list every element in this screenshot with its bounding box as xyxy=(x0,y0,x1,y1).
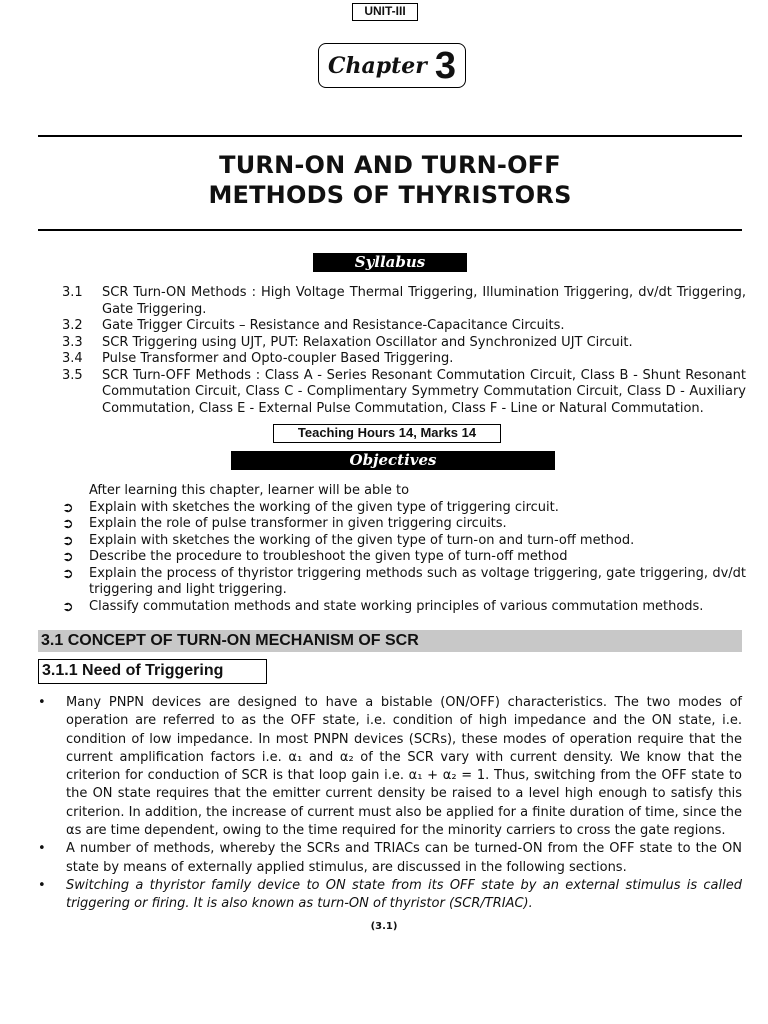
syllabus-item-number: 3.1 xyxy=(62,285,83,300)
objective-text: Explain with sketches the working of the given type of triggering circuit. xyxy=(89,499,559,515)
objective-text: Classify commutation methods and state working principles of various commutation methods. xyxy=(89,598,704,614)
objective-text: Explain the role of pulse transformer in given triggering circuits. xyxy=(89,516,507,531)
objective-item xyxy=(62,533,746,550)
section-heading: 3.1 CONCEPT OF TURN-ON MECHANISM OF SCR xyxy=(38,630,742,652)
objective-text: Explain with sketches the working of the given type of turn-on and turn-off method. xyxy=(89,532,635,548)
syllabus-heading: Syllabus xyxy=(313,253,467,272)
objective-text: Explain the process of thyristor triggering methods such as voltage triggering, gate triggering, dv/dt triggering and light triggering. xyxy=(89,565,746,597)
objectives-list xyxy=(62,483,746,615)
syllabus-item xyxy=(62,368,746,418)
syllabus-item-number: 3.4 xyxy=(62,351,83,366)
objectives-intro: After learning this chapter, learner will be able to xyxy=(89,483,410,498)
title-line-2: METHODS OF THYRISTORS xyxy=(208,181,572,209)
syllabus-item-text: Gate Trigger Circuits – Resistance and Resistance-Capacitance Circuits. xyxy=(102,318,565,333)
syllabus-item-number: 3.3 xyxy=(62,334,83,350)
syllabus-item xyxy=(62,318,746,335)
objective-item xyxy=(62,549,746,566)
objective-item xyxy=(62,566,746,599)
top-rule xyxy=(38,135,742,137)
paragraph-text: Many PNPN devices are designed to have a bistable (ON/OFF) characteristics. The two modes of operation are referred to as the OFF state, i.e. condition of high impedance and the ON state, i.e. condition of low impedance. In most PNPN devices (SCRs), these modes of operation require that the current amplification factors i.e. α₁ and α₂ of the SCR vary with current density. We know that the criterion for conduction of SCR is that loop gain i.e. α₁ + α₂ = 1. Thus, switching from the OFF state to the ON state requires that the emitter current density be raised to a level high enough to satisfy this criterion. In addition, the increase of current must also be applied for a finite duration of time, since the αs are time dependent, owing to the time required for the minority carriers to cross the gate regions. xyxy=(66,695,742,839)
syllabus-item xyxy=(62,351,746,368)
objectives-heading: Objectives xyxy=(231,451,555,470)
syllabus-item xyxy=(62,285,746,318)
bullet-dot-icon: • xyxy=(38,877,46,893)
page-number: (3.1) xyxy=(370,921,398,932)
syllabus-item-text: Pulse Transformer and Opto-coupler Based Triggering. xyxy=(102,351,454,366)
objective-item xyxy=(62,599,746,616)
syllabus-list xyxy=(62,285,746,417)
arrow-bullet-icon: ➲ xyxy=(62,499,74,516)
body-text xyxy=(38,694,742,914)
arrow-bullet-icon: ➲ xyxy=(62,565,74,582)
arrow-bullet-icon: ➲ xyxy=(62,516,74,532)
bullet-dot-icon: • xyxy=(38,695,46,710)
objective-text: Describe the procedure to troubleshoot the given type of turn-off method xyxy=(89,549,568,564)
chapter-title xyxy=(38,150,742,210)
objective-item xyxy=(62,500,746,517)
arrow-bullet-icon: ➲ xyxy=(62,549,74,565)
arrow-bullet-icon: ➲ xyxy=(62,598,74,615)
chapter-number: 3 xyxy=(434,44,457,87)
title-line-1: TURN-ON AND TURN-OFF xyxy=(219,151,561,179)
bullet-paragraph xyxy=(38,877,742,914)
subsection-heading: 3.1.1 Need of Triggering xyxy=(38,659,267,684)
syllabus-item xyxy=(62,335,746,352)
syllabus-item-text: SCR Turn-OFF Methods : Class A - Series Resonant Commutation Circuit, Class B - Shunt Resonant Commutation Circuit, Class C - Complimentary Symmetry Commutation Circuit, Class D - Auxiliary Commutation, Class E - External Pulse Commutation, Class F - Line or Natural Commutation. xyxy=(102,367,746,416)
syllabus-item-number: 3.2 xyxy=(62,318,83,333)
chapter-badge xyxy=(318,43,466,88)
syllabus-item-number: 3.5 xyxy=(62,367,83,383)
bottom-rule xyxy=(38,229,742,231)
bullet-paragraph xyxy=(38,694,742,840)
teaching-hours-box: Teaching Hours 14, Marks 14 xyxy=(273,424,501,443)
syllabus-item-text: SCR Triggering using UJT, PUT: Relaxation Oscillator and Synchronized UJT Circuit. xyxy=(102,334,633,350)
chapter-word: Chapter xyxy=(327,52,427,79)
syllabus-item-text: SCR Turn-ON Methods : High Voltage Thermal Triggering, Illumination Triggering, dv/dt Triggering, Gate Triggering. xyxy=(102,285,746,317)
arrow-bullet-icon: ➲ xyxy=(62,532,74,549)
unit-badge: UNIT-III xyxy=(352,3,418,21)
bullet-dot-icon: • xyxy=(38,841,46,857)
bullet-paragraph xyxy=(38,840,742,877)
paragraph-text: A number of methods, whereby the SCRs and TRIACs can be turned-ON from the OFF state to the ON state by means of externally applied stimulus, are discussed in the following sections. xyxy=(66,841,742,875)
objective-item xyxy=(62,516,746,533)
paragraph-text: Switching a thyristor family device to ON state from its OFF state by an external stimulus is called triggering or firing. It is also known as turn-ON of thyristor (SCR/TRIAC). xyxy=(66,877,742,912)
